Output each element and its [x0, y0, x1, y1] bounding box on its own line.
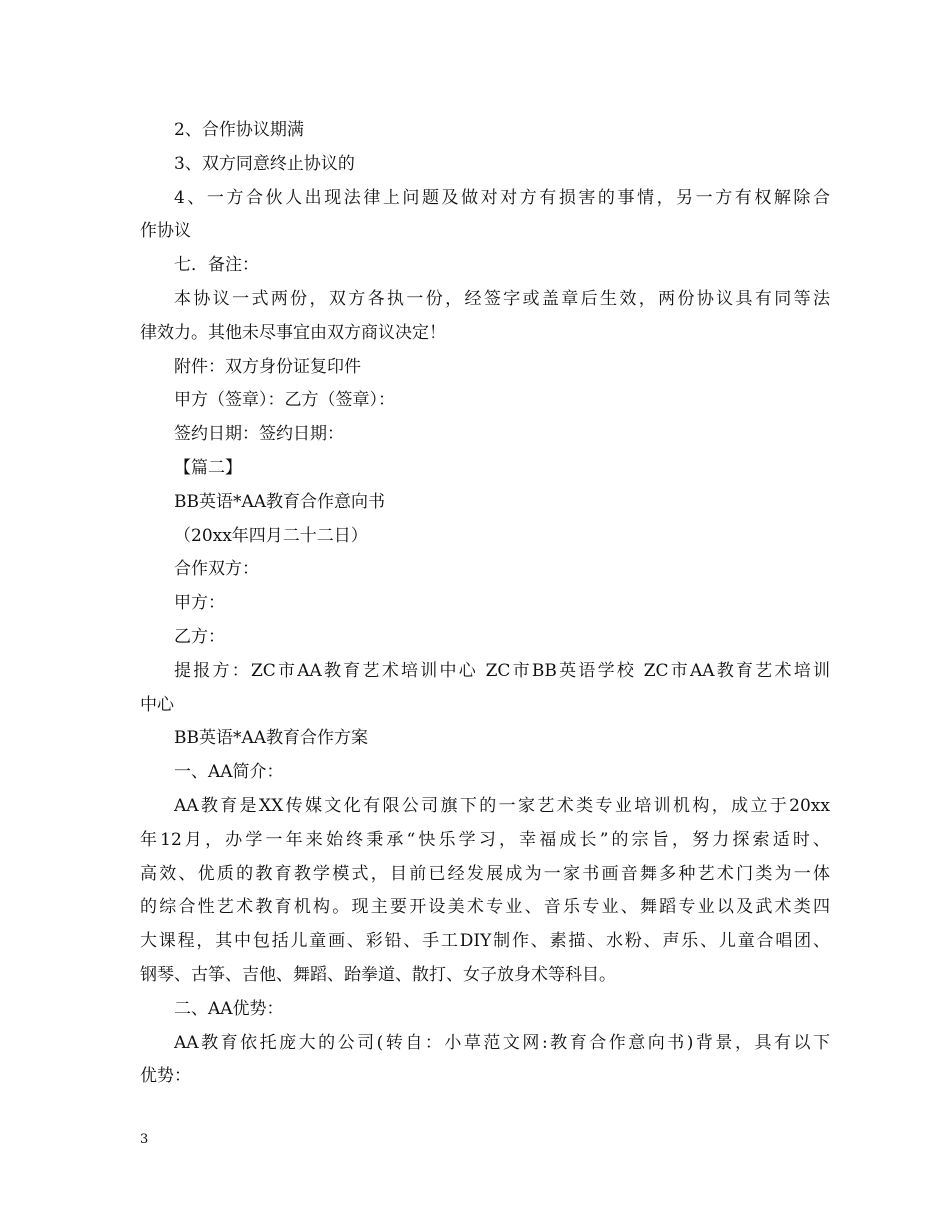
paragraph-line: AA教育是XX传媒文化有限公司旗下的一家艺术类专业培训机构，成立于20xx: [174, 795, 830, 816]
party-b-line: 乙方：: [174, 626, 225, 647]
chapter-heading: 【篇二】: [174, 457, 242, 478]
paragraph-line: 合作双方：: [174, 559, 259, 580]
section-heading: 七．备注：: [174, 255, 259, 276]
paragraph-line: 2、合作协议期满: [174, 120, 304, 140]
paragraph-line: 大课程，其中包括儿童画、彩铅、手工DIY制作、素描、水粉、声乐、儿童合唱团、: [140, 931, 830, 952]
paragraph-line: 3、双方同意终止协议的: [174, 153, 355, 174]
paragraph-line: 提报方：ZC市AA教育艺术培训中心 ZC市BB英语学校 ZC市AA教育艺术培训: [174, 660, 830, 681]
document-body: [140, 114, 830, 1094]
page-number: 3: [140, 1132, 149, 1147]
paragraph-line: 附件：双方身份证复印件: [174, 356, 361, 377]
paragraph-line: 钢琴、古筝、吉他、舞蹈、跆拳道、散打、女子放身术等科目。: [140, 964, 616, 985]
signing-date-line: 签约日期：签约日期：: [174, 424, 344, 445]
paragraph-line: 优势：: [140, 1066, 191, 1087]
paragraph-line: 的综合性艺术教育机构。现主要开设美术专业、音乐专业、舞蹈专业以及武术类四: [140, 897, 830, 918]
paragraph-line: 律效力。其他未尽事宜由双方商议决定！: [140, 322, 446, 343]
signature-line: 甲方（签章）：乙方（签章）：: [174, 390, 395, 411]
paragraph-line: 4、一方合伙人出现法律上问题及做对对方有损害的事情，另一方有权解除合: [174, 187, 830, 208]
document-date: （20xx年四月二十二日）: [174, 525, 368, 546]
paragraph-line: 作协议: [140, 221, 191, 242]
paragraph-line: AA教育依托庞大的公司(转自：小草范文网:教育合作意向书)背景，具有以下: [174, 1032, 830, 1053]
document-title: BB英语*AA教育合作意向书: [174, 491, 386, 512]
paragraph-line: 中心: [140, 694, 174, 715]
party-a-line: 甲方：: [174, 593, 225, 614]
section-title: BB英语*AA教育合作方案: [174, 728, 369, 749]
paragraph-line: 本协议一式两份，双方各执一份，经签字或盖章后生效，两份协议具有同等法: [174, 288, 830, 309]
section-heading: 二、AA优势：: [174, 998, 284, 1019]
section-heading: 一、AA简介：: [174, 762, 284, 783]
paragraph-line: 年12月，办学一年来始终秉承“快乐学习，幸福成长”的宗旨，努力探索适时、: [140, 829, 830, 850]
paragraph-line: 高效、优质的教育教学模式，目前已经发展成为一家书画音舞多种艺术门类为一体: [140, 863, 830, 884]
